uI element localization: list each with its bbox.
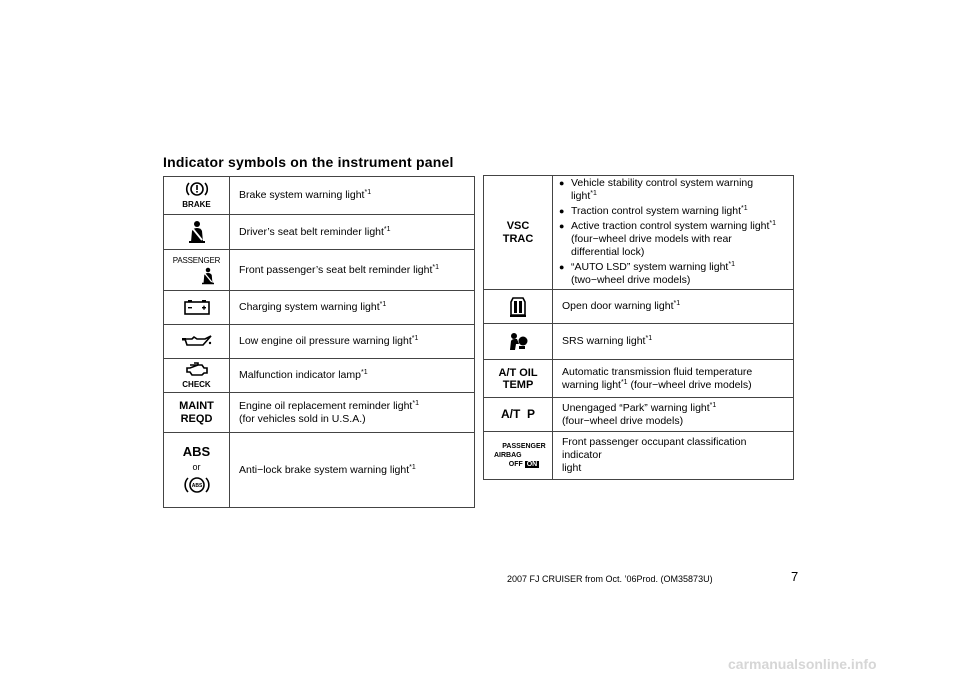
table-row [164,177,475,215]
passenger-seat-belt-icon [164,250,230,291]
trac-icon-text: TRAC [502,232,534,245]
temp-icon-text: TEMP [502,378,534,391]
passenger-airbag-text-1: PASSENGER [502,442,546,450]
indicator-table-left [163,176,475,508]
footer-text: 2007 FJ CRUISER from Oct. ’06Prod. (OM35873U) [507,574,713,584]
srs-label: SRS warning light$^{*1}$ [553,324,794,360]
seat-belt-label: Driver’s seat belt reminder light$^{*1}$ [230,215,475,250]
at-oil-temp-icon [484,360,553,398]
table-row [164,325,475,359]
abs-or-text: or [192,462,201,472]
maint-reqd-icon [164,393,230,433]
vsc-trac-bullets [559,177,787,287]
list-item: ● Active traction control system warning light$^{*1}$ (four−wheel drive models with rear differential lock) [559,220,787,259]
table-row [164,291,475,325]
table-row [484,324,794,360]
list-item: ● Vehicle stability control system warning light$^{*1}$ [559,177,787,203]
table-row [484,176,794,290]
table-row [164,250,475,291]
brake-label: Brake system warning light$^{*1}$ [230,177,475,215]
charging-label: Charging system warning light$^{*1}$ [230,291,475,325]
passenger-airbag-off-on: OFF ON [508,460,538,468]
at-oil-temp-label: Automatic transmission fluid temperature warning light$^{*1}$ (four−wheel drive models) [553,360,794,398]
indicator-table-right [483,175,794,480]
oil-pressure-label: Low engine oil pressure warning light$^{*1}$ [230,325,475,359]
vsc-trac-label [553,176,794,290]
open-door-icon [484,290,553,324]
atp-icon [484,398,553,432]
table-row [484,398,794,432]
seat-belt-icon [164,215,230,250]
maint-icon-text: MAINT [179,399,214,412]
malfunction-label: Malfunction indicator lamp$^{*1}$ [230,359,475,393]
unengaged-park-label: Unengaged “Park” warning light$^{*1}$ (four−wheel drive models) [553,398,794,432]
oil-replacement-label: Engine oil replacement reminder light$^{*1}$ (for vehicles sold in U.S.A.) [230,393,475,433]
abs-circle-text: ABS [191,483,202,489]
passenger-airbag-icon [484,432,553,480]
brake-icon-text: BRAKE [182,200,211,210]
abs-label: Anti−lock brake system warning light$^{*1}$ [230,433,475,508]
table-row [484,432,794,480]
open-door-label: Open door warning light$^{*1}$ [553,290,794,324]
reqd-icon-text: REQD [180,412,213,425]
check-icon-text: CHECK [182,380,211,389]
table-row [164,433,475,508]
section-title: Indicator symbols on the instrument panel [163,154,454,170]
table-row [484,360,794,398]
passenger-seat-belt-label: Front passenger’s seat belt reminder light$^{*1}$ [230,250,475,291]
abs-icon [164,433,230,508]
vsc-trac-icon [484,176,553,290]
atp-icon-text: A/T P [500,407,535,421]
list-item: ● “AUTO LSD” system warning light$^{*1}$ (two−wheel drive models) [559,261,787,287]
table-row [164,393,475,433]
passenger-airbag-text-2: AIRBAG [494,451,522,459]
at-oil-icon-text: A/T OIL [498,366,538,379]
page-number: 7 [791,569,799,584]
check-engine-icon [164,359,230,393]
table-row [484,290,794,324]
table-row [164,215,475,250]
table-row [164,359,475,393]
brake-warning-icon [164,177,230,215]
battery-icon [164,291,230,325]
srs-airbag-icon [484,324,553,360]
vsc-icon-text: VSC [506,219,530,232]
list-item: ● Traction control system warning light$^{*1}$ [559,205,787,218]
watermark: carmanualsonline.info [728,656,877,672]
passenger-icon-text: PASSENGER [172,256,221,266]
abs-icon-text: ABS [182,444,211,459]
oil-can-icon [164,325,230,359]
occupant-classification-label: Front passenger occupant classification indicator light [553,432,794,480]
